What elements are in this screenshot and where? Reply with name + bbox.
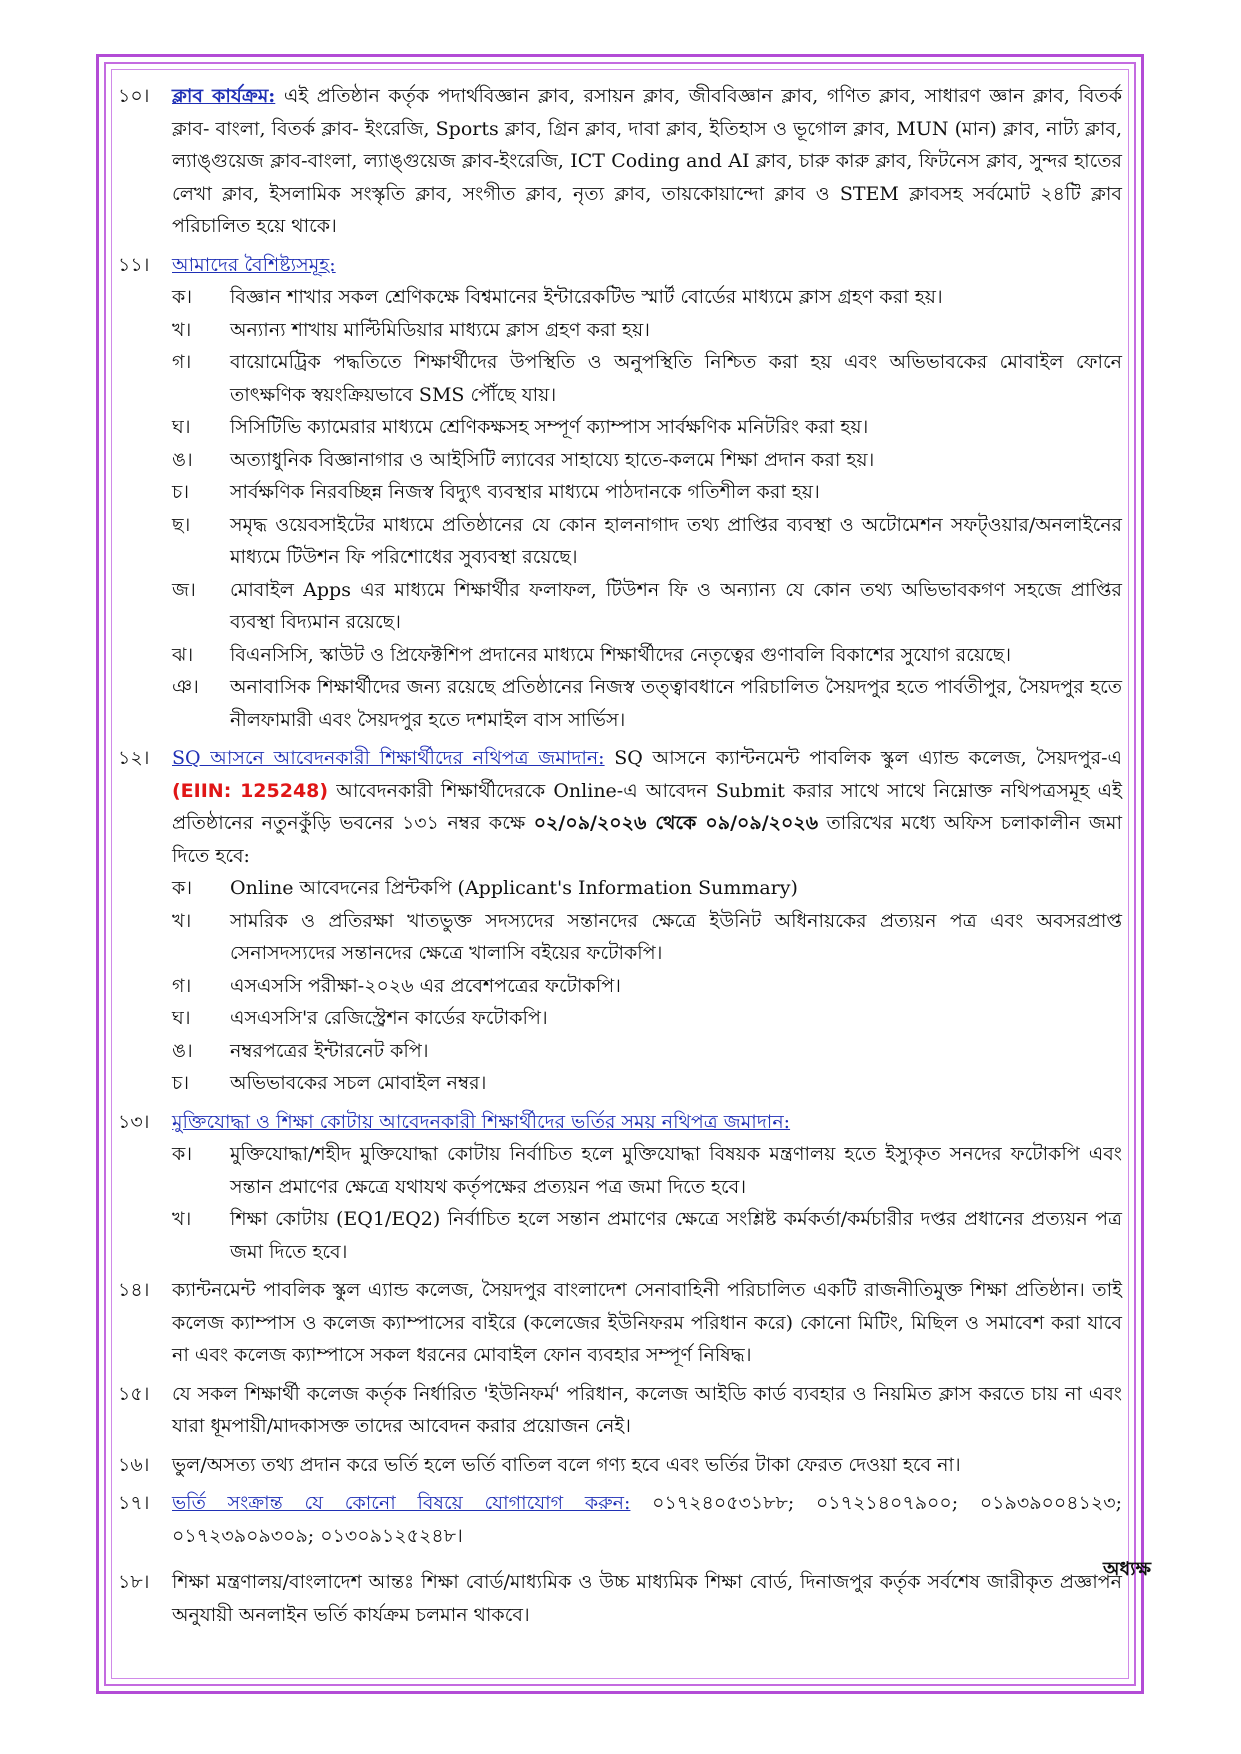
list-item: [172, 1002, 1122, 1035]
list-item: [172, 281, 1122, 314]
list-item: [172, 411, 1122, 444]
item-text: এসএসসি পরীক্ষা-২০২৬ এর প্রবেশপত্রের ফটোকপি।: [230, 974, 621, 997]
section-17-contact: [118, 1487, 1122, 1552]
section-number: ১৮।: [118, 1571, 150, 1593]
item-mark: ঙ।: [172, 448, 193, 471]
principal-signature: অধ্যক্ষ: [1102, 1558, 1151, 1580]
section-11-features: [118, 249, 1122, 737]
item-text: Online আবেদনের প্রিন্টকপি (Applicant's Information Summary): [230, 877, 798, 899]
quota-document-list: [172, 1138, 1122, 1268]
section-body: [172, 1487, 1122, 1552]
list-item: [172, 970, 1122, 1003]
section-text: ভুল/অসত্য তথ্য প্রদান করে ভর্তি হলে ভর্তি বাতিল বলে গণ্য হবে এবং ভর্তির টাকা ফেরত দেওয়া হবে না।: [172, 1453, 961, 1476]
item-text: মোবাইল Apps এর মাধ্যমে শিক্ষার্থীর ফলাফল, টিউশন ফি ও অন্যান্য যে কোন তথ্য অভিভাবকগণ সহজে প্রাপ্তির ব্যবস্থা বিদ্যমান রয়েছে।: [230, 578, 1122, 633]
section-12-sq-documents: [118, 742, 1122, 1100]
section-number: ১৪।: [118, 1279, 150, 1301]
item-mark: খ।: [172, 1208, 192, 1230]
item-mark: ঝ।: [172, 643, 194, 666]
item-mark: গ।: [172, 974, 192, 997]
item-text: বায়োমেট্রিক পদ্ধতিতে শিক্ষার্থীদের উপস্থিতি ও অনুপস্থিতি নিশ্চিত করা হয় এবং অভিভাবকের মোবাইল ফোনে তাৎক্ষণিক স্বয়ংক্রিয়ভাবে SMS পৌঁছে যায়।: [230, 351, 1122, 406]
section-text: এই প্রতিষ্ঠান কর্তৃক পদার্থবিজ্ঞান ক্লাব, রসায়ন ক্লাব, জীববিজ্ঞান ক্লাব, গণিত ক্লাব, সাধারণ জ্ঞান ক্লাব, বিতর্ক ক্লাব- বাংলা, বিতর্ক ক্লাব- ইংরেজি, Sports ক্লাব, গ্রিন ক্লাব, দাবা ক্লাব, ইতিহাস ও ভূগোল ক্লাব, MUN (মান) ক্লাব, নাট্য ক্লাব, ল্যাঙ্গুয়েজ ক্লাব-বাংলা, ল্যাঙ্গুয়েজ ক্লাব-ইংরেজি, ICT Coding and AI ক্লাব, চারু কারু ক্লাব, ফিটনেস ক্লাব, সুন্দর হাতের লেখা ক্লাব, ইসলামিক সংস্কৃতি ক্লাব, সংগীত ক্লাব, নৃত্য ক্লাব, তায়কোয়ান্দো ক্লাব ও STEM ক্লাবসহ সর্বমোট ২৪টি ক্লাব পরিচালিত হয়ে থাকে।: [172, 85, 1122, 237]
section-text: যে সকল শিক্ষার্থী কলেজ কর্তৃক নির্ধারিত 'ইউনিফর্ম' পরিধান, কলেজ আইডি কার্ড ব্যবহার ও নিয়মিত ক্লাস করতে চায় না এবং যারা ধূমপায়ী/মাদকাসক্ত তাদের আবেদন করার প্রয়োজন নেই।: [172, 1382, 1122, 1437]
list-item: [172, 1203, 1122, 1268]
item-mark: খ।: [172, 909, 192, 932]
eiin-number: (EIIN: 125248): [172, 779, 329, 802]
section-text: শিক্ষা মন্ত্রণালয়/বাংলাদেশ আন্তঃ শিক্ষা বোর্ড/মাধ্যমিক ও উচ্চ মাধ্যমিক শিক্ষা বোর্ড, দিনাজপুর কর্তৃক সর্বশেষ জারীকৃত প্রজ্ঞাপন অনুযায়ী অনলাইন ভর্তি কার্যক্রম চলমান থাকবে।: [172, 1571, 1122, 1626]
list-item: [172, 1138, 1122, 1203]
section-number: ১৭।: [118, 1492, 150, 1514]
item-text: অভিভাবকের সচল মোবাইল নম্বর।: [230, 1072, 487, 1094]
list-item: [172, 346, 1122, 411]
item-text: অন্যান্য শাখায় মাল্টিমিডিয়ার মাধ্যমে ক্লাস গ্রহণ করা হয়।: [230, 318, 650, 341]
section-heading: আমাদের বৈশিষ্ট্যসমূহ:: [172, 253, 336, 276]
item-mark: গ।: [172, 351, 192, 373]
section-13-quota-documents: [118, 1106, 1122, 1269]
list-item: [172, 1035, 1122, 1068]
item-text: অত্যাধুনিক বিজ্ঞানাগার ও আইসিটি ল্যাবের সাহায্যে হাতে-কলমে শিক্ষা প্রদান করা হয়।: [230, 448, 875, 471]
section-number: ১১।: [118, 253, 150, 276]
item-text: সার্বক্ষণিক নিরবচ্ছিন্ন নিজস্ব বিদ্যুৎ ব্যবস্থার মাধ্যমে পাঠদানকে গতিশীল করা হয়।: [230, 481, 820, 503]
item-text: বিজ্ঞান শাখার সকল শ্রেণিকক্ষে বিশ্বমানের ইন্টারেকটিভ স্মার্ট বোর্ডের মাধ্যমে ক্লাস গ্রহণ করা হয়।: [230, 286, 943, 308]
section-text: তারিখের মধ্যে অফিস চলাকালীন জমা দিতে হবে:: [172, 812, 1122, 867]
item-text: সমৃদ্ধ ওয়েবসাইটের মাধ্যমে প্রতিষ্ঠানের যে কোন হালনাগাদ তথ্য প্রাপ্তির ব্যবস্থা ও অটোমেশন সফট্ওয়ার/অনলাইনের মাধ্যমে টিউশন ফি পরিশোধের সুব্যবস্থা রয়েছে।: [230, 513, 1122, 568]
item-mark: জ।: [172, 578, 196, 601]
list-item: [172, 872, 1122, 905]
item-mark: ঘ।: [172, 416, 191, 438]
section-10-clubs: [118, 80, 1122, 243]
list-item: [172, 476, 1122, 509]
section-18-online-admission: [118, 1566, 1122, 1631]
item-mark: ক।: [172, 877, 193, 899]
section-number: ১৫।: [118, 1382, 150, 1405]
list-item: [172, 671, 1122, 736]
section-text: ক্যান্টনমেন্ট পাবলিক স্কুল এ্যান্ড কলেজ, সৈয়দপুর বাংলাদেশ সেনাবাহিনী পরিচালিত একটি রাজনীতিমুক্ত শিক্ষা প্রতিষ্ঠান। তাই কলেজ ক্যাম্পাস ও কলেজ ক্যাম্পাসের বাইরে (কলেজের ইউনিফরম পরিধান করে) কোনো মিটিং, মিছিল ও সমাবেশ করা যাবে না এবং কলেজ ক্যাম্পাসে সকল ধরনের মোবাইল ফোন ব্যবহার সম্পূর্ণ নিষিদ্ধ।: [172, 1279, 1122, 1366]
section-15-uniform: [118, 1378, 1122, 1443]
section-heading: SQ আসনে আবেদনকারী শিক্ষার্থীদের নথিপত্র জমাদান:: [172, 747, 605, 769]
item-text: নম্বরপত্রের ইন্টারনেট কপি।: [230, 1039, 429, 1062]
item-mark: চ।: [172, 481, 190, 503]
list-item: [172, 639, 1122, 672]
section-body: [172, 742, 1122, 1100]
item-mark: ঞ।: [172, 676, 199, 698]
item-mark: ছ।: [172, 513, 191, 536]
list-item: [172, 905, 1122, 970]
section-body: [172, 1106, 1122, 1269]
list-item: [172, 509, 1122, 574]
section-heading: ক্লাব কার্যক্রম:: [172, 85, 276, 107]
item-mark: চ।: [172, 1072, 190, 1094]
section-body: [172, 80, 1122, 243]
item-mark: ক।: [172, 286, 193, 308]
item-text: সিসিটিভি ক্যামেরার মাধ্যমে শ্রেণিকক্ষসহ সম্পূর্ণ ক্যাম্পাস সার্বক্ষণিক মনিটরিং করা হয়।: [230, 416, 869, 438]
section-number: ১২।: [118, 747, 150, 769]
item-text: সামরিক ও প্রতিরক্ষা খাতভুক্ত সদস্যদের সন্তানদের ক্ষেত্রে ইউনিট অধিনায়কের প্রত্যয়ন পত্র এবং অবসরপ্রাপ্ত সেনাসদস্যদের সন্তানদের ক্ষেত্রে খালাসি বইয়ের ফটোকপি।: [230, 909, 1122, 964]
document-list: [172, 872, 1122, 1100]
contact-numbers: ০১৭২৪০৫৩১৮৮; ০১৭২১৪০৭৯০০; ০১৯৩৯০০৪১২৩; ০১৭২৩৯০৯৩০৯; ০১৩০৯১২৫২৪৮।: [172, 1492, 1122, 1547]
section-number: ১৩।: [118, 1110, 150, 1133]
item-text: অনাবাসিক শিক্ষার্থীদের জন্য রয়েছে প্রতিষ্ঠানের নিজস্ব তত্ত্বাবধানে পরিচালিত সৈয়দপুর হতে পার্বতীপুর, সৈয়দপুর হতে নীলফামারী এবং সৈয়দপুর হতে দশমাইল বাস সার্ভিস।: [230, 676, 1122, 731]
item-text: শিক্ষা কোটায় (EQ1/EQ2) নির্বাচিত হলে সন্তান প্রমাণের ক্ষেত্রে সংশ্লিষ্ট কর্মকর্তা/কর্মচারীর দপ্তর প্রধানের প্রত্যয়ন পত্র জমা দিতে হবে।: [230, 1208, 1122, 1263]
list-item: [172, 314, 1122, 347]
section-16-false-info: [118, 1449, 1122, 1482]
section-14-political-free: [118, 1274, 1122, 1372]
item-mark: ঙ।: [172, 1039, 193, 1062]
list-item: [172, 574, 1122, 639]
section-number: ১০।: [118, 85, 150, 107]
section-body: [172, 249, 1122, 737]
notice-content: [118, 80, 1122, 1670]
feature-list: [172, 281, 1122, 736]
section-text: SQ আসনে ক্যান্টনমেন্ট পাবলিক স্কুল এ্যান্ড কলেজ, সৈয়দপুর-এ: [604, 747, 1122, 769]
item-mark: খ।: [172, 318, 192, 341]
section-heading: ভর্তি সংক্রান্ত যে কোনো বিষয়ে যোগাযোগ করুন:: [172, 1492, 631, 1514]
list-item: [172, 1067, 1122, 1100]
item-text: বিএনসিসি, স্কাউট ও প্রিফেক্টশিপ প্রদানের মাধ্যমে শিক্ষার্থীদের নেতৃত্বের গুণাবলি বিকাশের সুযোগ রয়েছে।: [230, 643, 1012, 666]
list-item: [172, 444, 1122, 477]
item-text: মুক্তিযোদ্ধা/শহীদ মুক্তিযোদ্ধা কোটায় নির্বাচিত হলে মুক্তিযোদ্ধা বিষয়ক মন্ত্রণালয় হতে ইস্যুকৃত সনদের ফটোকপি এবং সন্তান প্রমাণের ক্ষেত্রে যথাযথ কর্তৃপক্ষের প্রত্যয়ন পত্র জমা দিতে হবে।: [230, 1143, 1122, 1198]
item-text: এসএসসি'র রেজিস্ট্রেশন কার্ডের ফটোকপি।: [230, 1007, 548, 1029]
section-heading: মুক্তিযোদ্ধা ও শিক্ষা কোটায় আবেদনকারী শিক্ষার্থীদের ভর্তির সময় নথিপত্র জমাদান:: [172, 1110, 791, 1133]
submission-dates: ০২/০৯/২০২৬ থেকে ০৯/০৯/২০২৬: [533, 812, 819, 834]
section-number: ১৬।: [118, 1453, 150, 1476]
item-mark: ক।: [172, 1143, 193, 1165]
item-mark: ঘ।: [172, 1007, 191, 1029]
section-text: আবেদনকারী শিক্ষার্থীদেরকে Online-এ আবেদন Submit করার সাথে সাথে নিম্নোক্ত নথিপত্রসমূহ এই প্রতিষ্ঠানের নতুনকুঁড়ি ভবনের ১৩১ নম্বর কক্ষে: [172, 779, 1122, 834]
